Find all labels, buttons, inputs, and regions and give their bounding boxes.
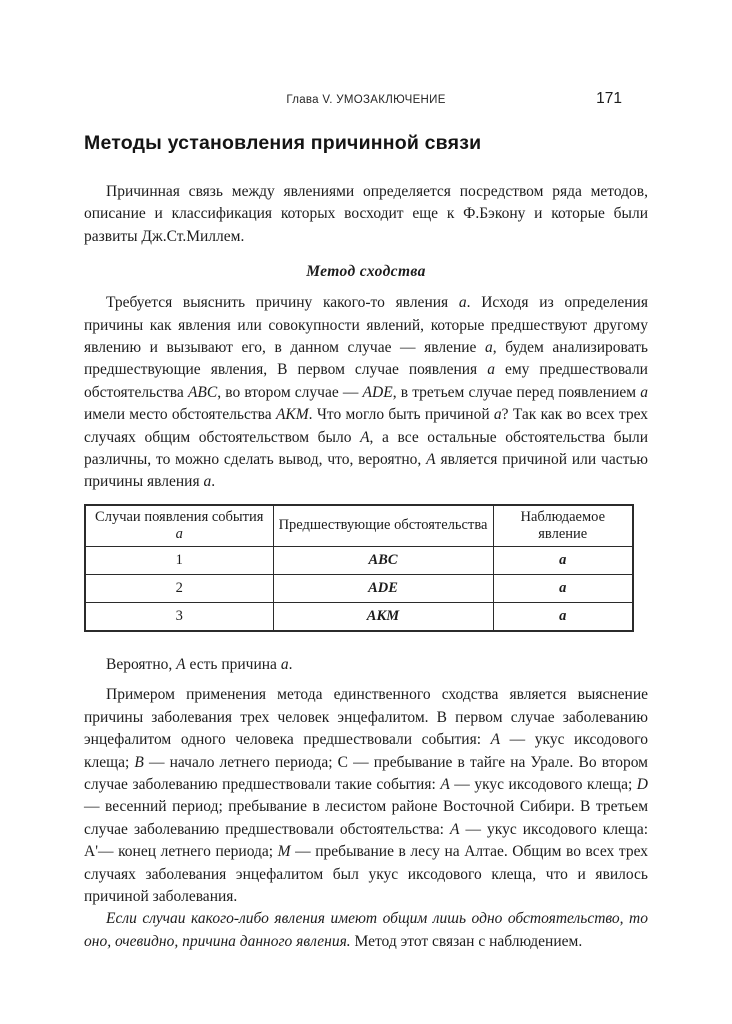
text-segment: А [440,775,450,793]
paragraph-rule [84,908,648,953]
text-segment: а [458,294,467,312]
text-segment: — укус иксодового клеща; [449,775,637,793]
text-segment: , во втором случае — [217,383,363,401]
page-title: Методы установления причинной связи [84,132,482,154]
text-segment: есть причина [185,655,281,673]
text-segment: а [559,551,567,568]
table-cell [273,546,493,574]
text-segment: Если случаи какого-либо явления имеют общим лишь одно обстоятельство, то оно, очевидно, причина данного явления. [84,910,648,950]
text-segment: a [203,473,212,491]
paragraph-conclusion [84,654,648,676]
text-segment: а [493,406,502,424]
text-segment: ADE [368,579,398,596]
table-header-cell [85,505,273,547]
text-segment: — весенний период; пребывание в лесистом районе Восточной Сибири. В третьем случае заболеванию предшествовали обстоятельства: [84,798,648,838]
text-segment: А [490,731,501,749]
text-segment: Предшествующие обстоятельства [278,517,488,534]
text-segment: а [640,383,648,401]
table-cell [273,574,493,602]
text-segment: а [280,655,289,673]
table-cell [85,574,273,602]
text-segment: . [288,655,293,673]
table-cell [273,602,493,631]
text-segment: а [559,579,567,596]
paragraph-example [84,684,648,908]
text-segment: а [559,607,567,624]
chapter-title: Глава V. УМОЗАКЛЮЧЕНИЕ [286,94,446,106]
text-segment: В [134,753,144,771]
paragraph-intro [84,181,648,248]
text-segment: Наблюдаемое явление [520,508,606,542]
section-heading: Метод сходства [306,263,426,281]
text-segment: — укус иксодового клеща; [84,731,648,771]
text-segment: ABC [187,383,218,401]
table-row [85,574,633,602]
table-cell [85,546,273,574]
table-cell [85,602,273,631]
text-segment: — укус иксодового клеща: А'— конец летнего периода; [84,820,649,861]
running-header [84,90,648,110]
text-segment: Метод этот связан с наблюдением. [350,932,583,950]
table-header-cell [493,505,633,547]
text-segment: ему предшествовали обстоятельства [84,361,648,401]
text-segment: Случаи появления события [95,508,264,525]
text-segment: 3 [175,607,183,624]
table-header-row [85,505,633,547]
text-segment: Вероятно, [106,655,177,673]
text-segment: М [277,843,291,861]
text-segment: 1 [175,551,183,568]
table-cell [493,574,633,602]
text-segment: А [449,820,460,838]
text-segment: Примером применения метода единственного сходства является выяснение причины заболевания трех человек энцефалитом. В первом случае заболеванию энцефалитом одного человека предшествовали события: [84,686,648,749]
text-segment: ADE [362,383,393,401]
text-segment: Причинная связь между явлениями определяется посредством ряда методов, описание и классификация которых восходит еще к Ф.Бэкону и которые были развиты Дж.Ст.Миллем. [84,183,648,245]
text-segment: а [175,525,183,542]
text-segment: имели место обстоятельства [84,406,276,424]
text-segment: A [426,451,436,469]
text-segment: 2 [175,579,183,596]
text-segment: ABC [368,551,398,568]
text-segment: . Что могло быть причиной [308,406,494,424]
text-segment: , а все остальные обстоятельства были различны, то можно сделать вывод, что, вероятно, [84,428,649,469]
text-segment: AKM [275,406,309,424]
table-cell [493,602,633,631]
text-column [84,90,648,953]
text-segment: является причиной или частью причины явления [84,451,649,491]
text-segment: а [487,361,495,379]
text-segment: — начало летнего периода; С — пребывание в тайге на Урале. Во втором случае заболеванию предшествовали такие события: [84,753,648,793]
table-row [85,602,633,631]
page-number: 171 [596,90,622,107]
table-row [85,546,633,574]
text-segment: . Исходя из определения причины как явления или совокупности явлений, которые предшествуют другому явлению и вызывают его, в данном случае — явление [84,294,648,357]
text-segment: . [211,473,216,491]
text-segment: A [360,428,370,446]
text-segment: А [176,655,186,673]
text-segment: — пребывание в лесу на Алтае. Общим во всех трех случаях заболевания энцефалитом был укус иксодового клеща, что и явилось причиной заболевания. [84,843,648,905]
text-segment: АКМ [366,607,400,624]
text-segment: а [485,339,493,357]
similarity-method-table [84,504,634,632]
text-segment: Требуется выяснить причину какого-то явления [106,294,459,312]
text-segment: ? Так как во всех трех случаях общим обстоятельством было [84,406,649,446]
table-header-cell [273,505,493,547]
paragraph-method-description [84,292,648,494]
text-segment: , будем анализировать предшествующие явления, В первом случае появления [84,339,648,379]
text-segment: , в третьем случае перед появлением [392,383,641,401]
text-segment: D [636,775,648,793]
table-cell [493,546,633,574]
